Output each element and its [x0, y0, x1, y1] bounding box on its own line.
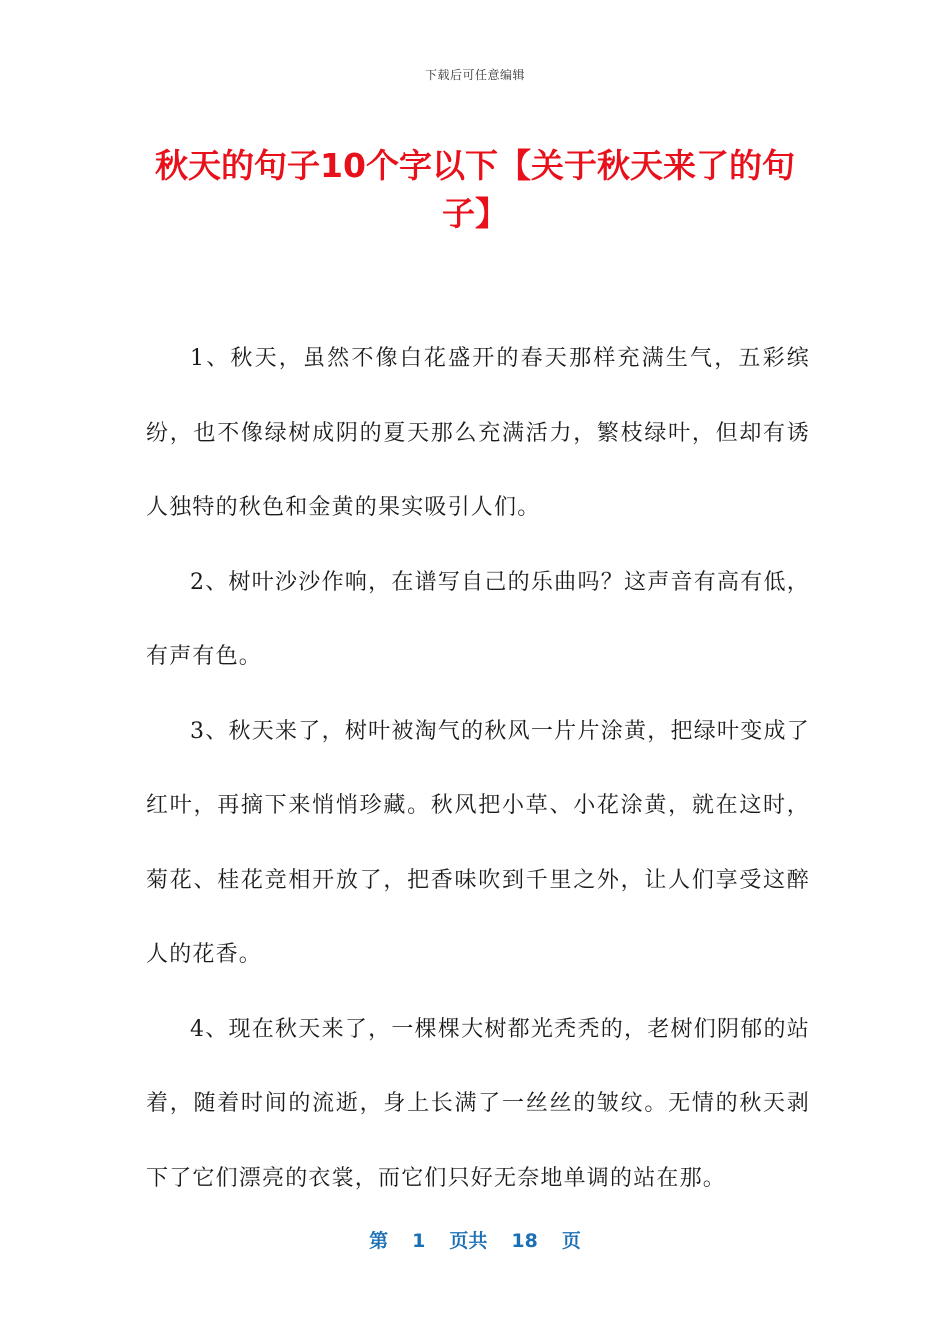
header-note: 下载后可任意编辑: [424, 68, 525, 82]
total-pages-number: 18: [511, 1230, 538, 1252]
document-title: 秋天的句子10个字以下【关于秋天来了的句子】: [155, 146, 795, 233]
paragraph-2: 2、树叶沙沙作响，在谱写自己的乐曲吗？这声音有高有低，有声有色。: [146, 569, 810, 669]
page-number-footer: [0, 1226, 950, 1253]
current-page-number: 1: [412, 1230, 426, 1252]
paragraph-3: 3、秋天来了，树叶被淘气的秋风一片片涂黄，把绿叶变成了红叶，再摘下来悄悄珍藏。秋风把小草、小花涂黄，就在这时，菊花、桂花竞相开放了，把香味吹到千里之外，让人们享受这醉人的花香。: [146, 718, 810, 967]
paragraph-4: 4、现在秋天来了，一棵棵大树都光秃秃的，老树们阴郁的站着，随着时间的流逝，身上长满了一丝丝的皱纹。无情的秋天剥下了它们漂亮的衣裳，而它们只好无奈地单调的站在那。: [146, 1016, 810, 1191]
page-middle: 页共: [449, 1230, 488, 1252]
page-suffix: 页: [561, 1230, 581, 1252]
paragraph-1: 1、秋天，虽然不像白花盛开的春天那样充满生气，五彩缤纷，也不像绿树成阴的夏天那么充满活力，繁枝绿叶，但却有诱人独特的秋色和金黄的果实吸引人们。: [146, 346, 810, 520]
page-prefix: 第: [369, 1230, 389, 1252]
document-body: [146, 322, 810, 1216]
